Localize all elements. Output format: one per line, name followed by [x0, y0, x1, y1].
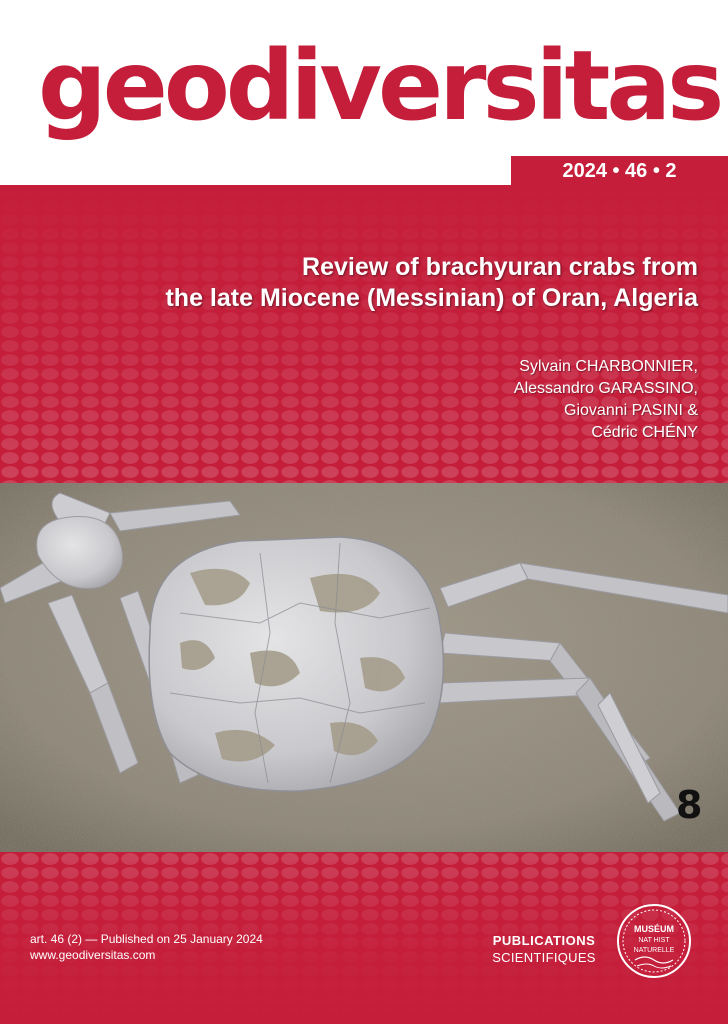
cover-header — [0, 0, 728, 185]
publisher-line-1: PUBLICATIONS — [492, 933, 596, 948]
publication-date: art. 46 (2) — Published on 25 January 2024 — [30, 932, 263, 946]
website-link[interactable]: www.geodiversitas.com — [30, 948, 156, 962]
author-2: Alessandro GARASSINO, — [513, 380, 698, 397]
author-1: Sylvain CHARBONNIER, — [519, 358, 698, 375]
museum-seal-icon — [615, 902, 693, 980]
svg-text:NATURELLE: NATURELLE — [633, 947, 675, 954]
publisher-logo — [488, 932, 600, 966]
article-title-line-2: the late Miocene (Messinian) of Oran, Algeria — [165, 284, 698, 312]
author-list — [298, 356, 698, 444]
author-4: Cédric CHÉNY — [591, 424, 698, 441]
publisher-line-2: SCIENTIFIQUES — [492, 950, 596, 965]
issue-number-badge: 2024 • 46 • 2 — [511, 156, 728, 186]
article-title-line-1: Review of brachyuran crabs from — [302, 253, 698, 281]
fossil-crab-illustration — [0, 483, 728, 852]
specimen-label: 8 — [676, 783, 703, 827]
svg-text:NAT HIST: NAT HIST — [638, 937, 670, 944]
fossil-crab-photo — [0, 483, 728, 852]
author-3: Giovanni PASINI & — [564, 402, 698, 419]
journal-title: geodiversitas — [38, 30, 721, 142]
article-title — [58, 252, 698, 314]
svg-text:MUSÉUM: MUSÉUM — [634, 924, 674, 934]
publication-info — [30, 931, 263, 963]
